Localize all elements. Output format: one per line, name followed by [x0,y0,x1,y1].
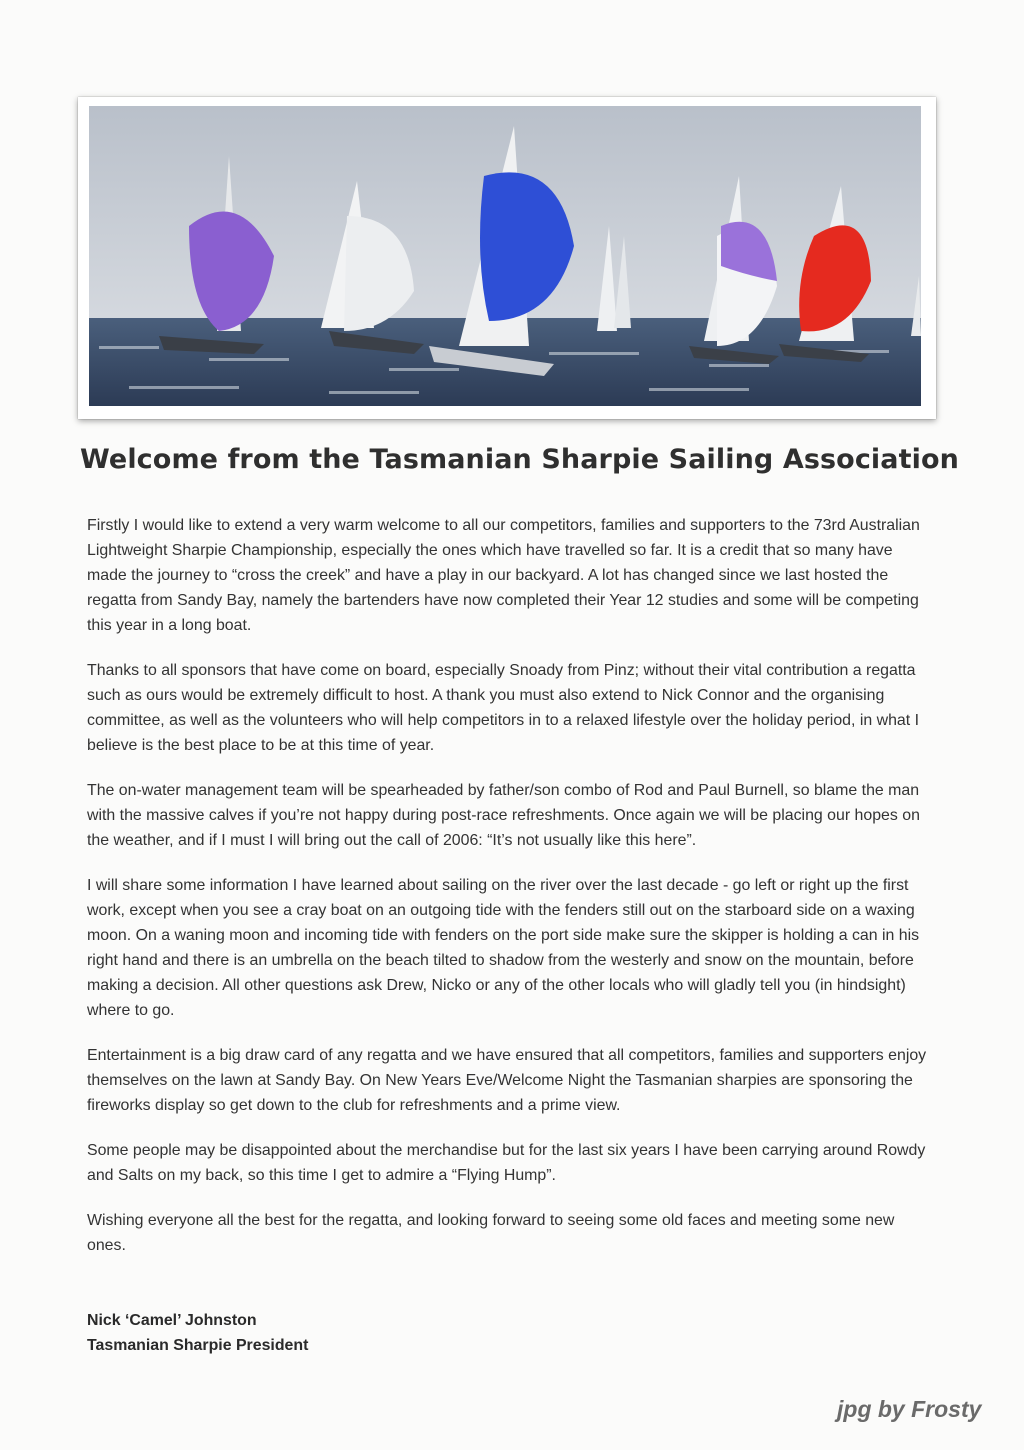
paragraph-sponsors: Thanks to all sponsors that have come on board, especially Snoady from Pinz; without their vital contribution a regatta such as ours would be extremely difficult to host. A thank you must also extend to Nick Connor and the organising committee, as well as the volunteers who will help competitors in to a relaxed lifestyle over the holiday period, in what I believe is the best place to be at this time of year. [87,662,920,754]
sailing-regatta-photo [89,106,921,406]
page-title: Welcome from the Tasmanian Sharpie Sailing Association [80,444,959,475]
signature-role: Tasmanian Sharpie President [87,1337,309,1354]
paragraph-merchandise: Some people may be disappointed about the merchandise but for the last six years I have been carrying around Rowdy and Salts on my back, so this time I get to admire a “Flying Hump”. [87,1142,926,1184]
paragraph-management: The on-water management team will be spearheaded by father/son combo of Rod and Paul Burnell, so blame the man with the massive calves if you’re not happy during post-race refreshments. Once again we will be placing our hopes on the weather, and if I must I will bring out the call of 2006: “It’s not usually like this here”. [87,782,920,849]
paragraph-welcome: Firstly I would like to extend a very warm welcome to all our competitors, families and supporters to the 73rd Australian Lightweight Sharpie Championship, especially the ones which have travelled so far. It is a credit that so many have made the journey to “cross the creek” and have a play in our backyard. A lot has changed since we last hosted the regatta from Sandy Bay, namely the bartenders have now completed their Year 12 studies and some will be competing this year in a long boat. [87,517,920,634]
photo-credit: jpg by Frosty [837,1396,982,1422]
photo-frame [78,97,936,419]
regatta-illustration [89,106,921,406]
paragraph-wishes: Wishing everyone all the best for the regatta, and looking forward to seeing some old faces and meeting some new ones. [87,1212,895,1254]
signature-block [87,1308,308,1358]
paragraph-river-tips: I will share some information I have learned about sailing on the river over the last decade - go left or right up the first work, except when you see a cray boat on an outgoing tide with the fenders still out on the starboard side on a waxing moon. On a waning moon and incoming tide with fenders on the port side make sure the skipper is holding a can in his right hand and there is an umbrella on the beach tilted to shadow from the westerly and snow on the mountain, before making a decision. All other questions ask Drew, Nicko or any of the other locals who will gladly tell you (in hindsight) where to go. [87,877,920,1019]
paragraph-entertainment: Entertainment is a big draw card of any regatta and we have ensured that all competitors, families and supporters enjoy themselves on the lawn at Sandy Bay. On New Years Eve/Welcome Night the Tasmanian sharpies are sponsoring the fireworks display so get down to the club for refreshments and a prime view. [87,1047,927,1114]
welcome-letter-body [87,513,929,1278]
signature-name: Nick ‘Camel’ Johnston [87,1312,257,1329]
